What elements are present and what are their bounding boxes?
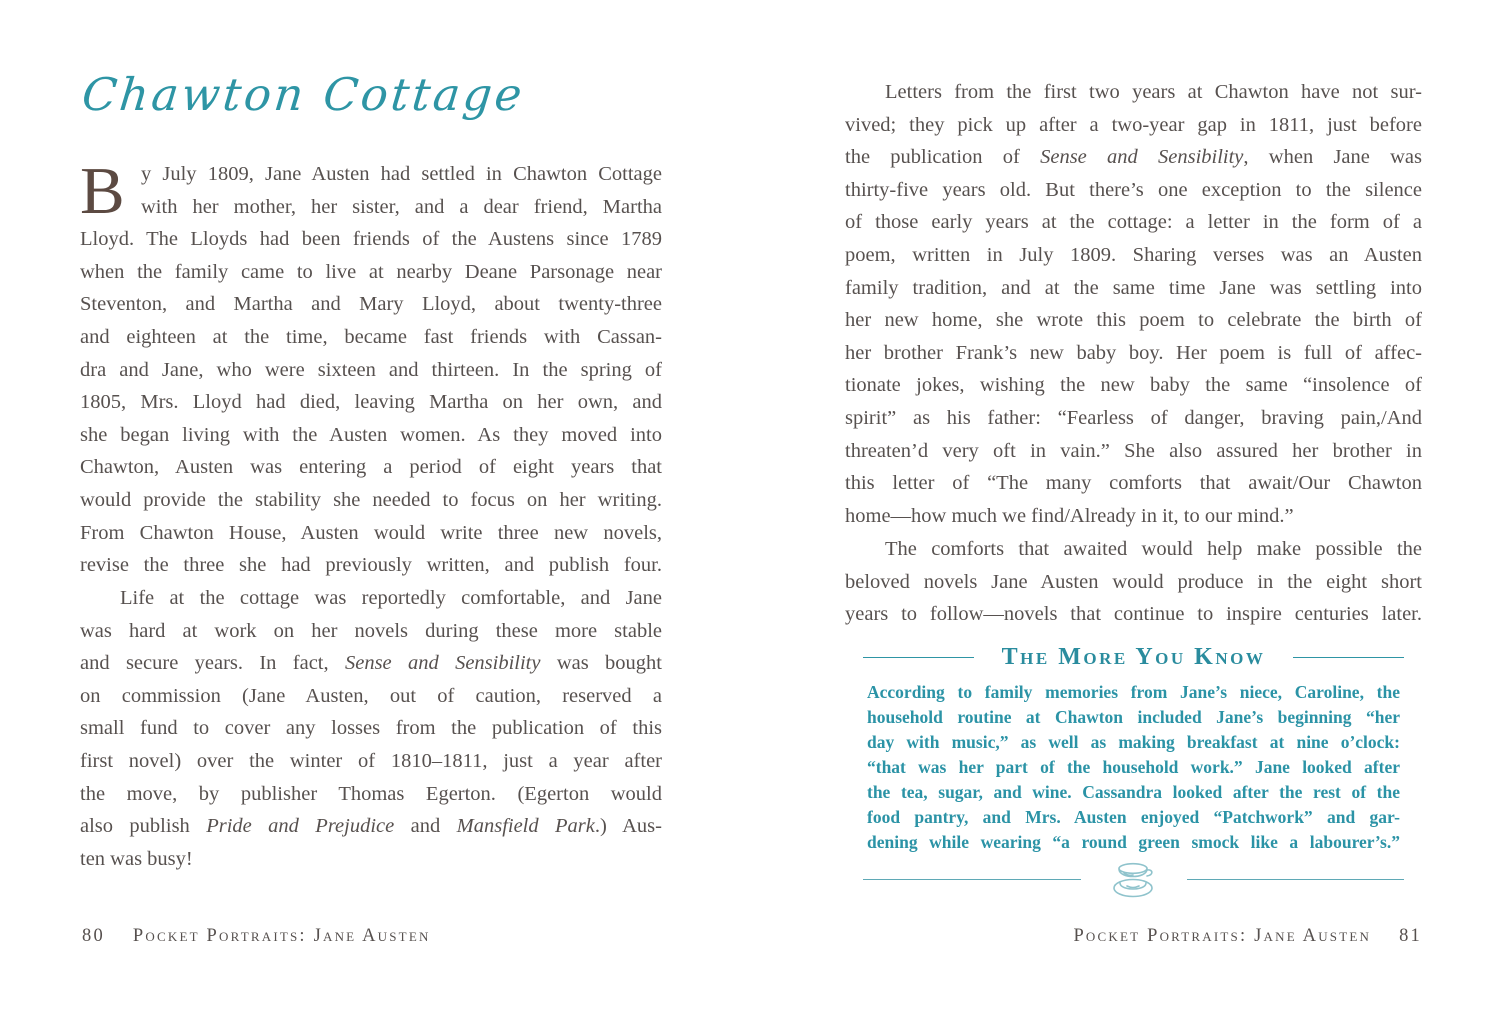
text-line: tionate jokes, wishing the new baby the same “insolence of	[845, 374, 1422, 397]
text-line: Life at the cottage was reportedly comfortable, and Jane	[120, 587, 662, 609]
callout-body	[867, 680, 1400, 855]
text-line: first novel) over the winter of 1810–1811, just a year after	[80, 749, 662, 772]
text-line: was hard at work on her novels during these more stable	[80, 619, 662, 642]
divider-line	[1187, 879, 1405, 880]
text-line: her new home, she wrote this poem to celebrate the birth of	[845, 309, 1422, 332]
text-line: Lloyd. The Lloyds had been friends of the Austens since 1789	[80, 228, 662, 251]
text-line: dening while wearing “a round green smock like a labourer’s.”	[867, 832, 1400, 852]
text-line: spirit” as his father: “Fearless of danger, braving pain,/And	[845, 406, 1422, 429]
text-line: 1805, Mrs. Lloyd had died, leaving Martha on her own, and	[80, 391, 662, 414]
text-line: revise the three she had previously written, and publish four.	[80, 554, 662, 577]
text-line: small fund to cover any losses from the publication of this	[80, 717, 662, 740]
text-line: household routine at Chawton included Jane’s beginning “her	[867, 707, 1400, 727]
text-line: the publication of Sense and Sensibility, when Jane was	[845, 146, 1422, 169]
text-line: Steventon, and Martha and Mary Lloyd, about twenty-three	[80, 293, 662, 316]
text-line: poem, written in July 1809. Sharing verses was an Austen	[845, 243, 1422, 266]
callout-title: The More You Know	[1001, 644, 1266, 670]
paragraph	[845, 76, 1422, 532]
footer-running-title: Pocket Portraits: Jane Austen	[132, 926, 431, 946]
text-line: ten was busy!	[80, 847, 193, 870]
text-line: and secure years. In fact, Sense and Sensibility was bought	[80, 652, 662, 675]
text-line: home—how much we find/Already in it, to our mind.”	[845, 504, 1294, 527]
text-line: The comforts that awaited would help make possible the	[885, 538, 1422, 560]
paragraph	[80, 154, 662, 582]
footer-left	[82, 926, 431, 947]
text-line: on commission (Jane Austen, out of caution, reserved a	[80, 684, 662, 707]
text-line: According to family memories from Jane’s niece, Caroline, the	[867, 682, 1400, 702]
text-line: years to follow—novels that continue to inspire centuries later.	[845, 603, 1422, 626]
chapter-heading-script: Chawton Cottage	[79, 68, 528, 121]
callout-title-row	[863, 644, 1404, 671]
text-line: this letter of “The many comforts that await/Our Chawton	[845, 472, 1422, 495]
text-line: her brother Frank’s new baby boy. Her poem is full of affec-	[845, 341, 1422, 364]
text-line: of those early years at the cottage: a letter in the form of a	[845, 211, 1422, 234]
divider-line	[863, 657, 974, 658]
footer-page-number: 81	[1399, 926, 1422, 946]
page-right	[845, 0, 1422, 1014]
text-line: y July 1809, Jane Austen had settled in Chawton Cottage	[141, 163, 662, 185]
callout-divider-row	[863, 856, 1404, 902]
text-line: threaten’d very oft in vain.” She also assured her brother in	[845, 439, 1422, 462]
paragraph	[80, 582, 662, 875]
text-line: day with music,” as well as making breakfast at nine o’clock:	[867, 732, 1400, 752]
text-line: with her mother, her sister, and a dear friend, Martha	[141, 195, 662, 218]
text-line: Letters from the first two years at Chawton have not sur-	[885, 81, 1422, 103]
text-line: thirty-five years old. But there’s one exception to the silence	[845, 178, 1422, 201]
text-line: beloved novels Jane Austen would produce in the eight short	[845, 570, 1422, 593]
text-line: when the family came to live at nearby Deane Parsonage near	[80, 260, 662, 283]
footer-page-number: 80	[82, 926, 105, 946]
text-line: the tea, sugar, and wine. Cassandra looked after the rest of the	[867, 782, 1400, 802]
text-line: and eighteen at the time, became fast friends with Cassan-	[80, 325, 662, 348]
paragraph	[845, 533, 1422, 631]
divider-line	[1293, 657, 1404, 658]
text-line: From Chawton House, Austen would write three new novels,	[80, 521, 662, 544]
text-line: also publish Pride and Prejudice and Mansfield Park.) Aus-	[80, 815, 662, 838]
text-line: vived; they pick up after a two-year gap in 1811, just before	[845, 113, 1422, 136]
drop-cap: B	[80, 154, 125, 228]
page-left	[80, 0, 662, 1014]
text-line: Chawton, Austen was entering a period of eight years that	[80, 456, 662, 479]
divider-line	[863, 879, 1081, 880]
footer-running-title: Pocket Portraits: Jane Austen	[1073, 926, 1372, 946]
text-line: dra and Jane, who were sixteen and thirteen. In the spring of	[80, 358, 662, 381]
text-line: food pantry, and Mrs. Austen enjoyed “Patchwork” and gar-	[867, 807, 1400, 827]
text-line: the move, by publisher Thomas Egerton. (Egerton would	[80, 782, 662, 805]
text-line: would provide the stability she needed to focus on her writing.	[80, 488, 662, 511]
teacup-icon	[1105, 856, 1163, 902]
text-line: she began living with the Austen women. As they moved into	[80, 423, 662, 446]
footer-right	[1073, 926, 1422, 947]
text-line: “that was her part of the household work.” Jane looked after	[867, 757, 1400, 777]
text-line: family tradition, and at the same time Jane was settling into	[845, 276, 1422, 299]
